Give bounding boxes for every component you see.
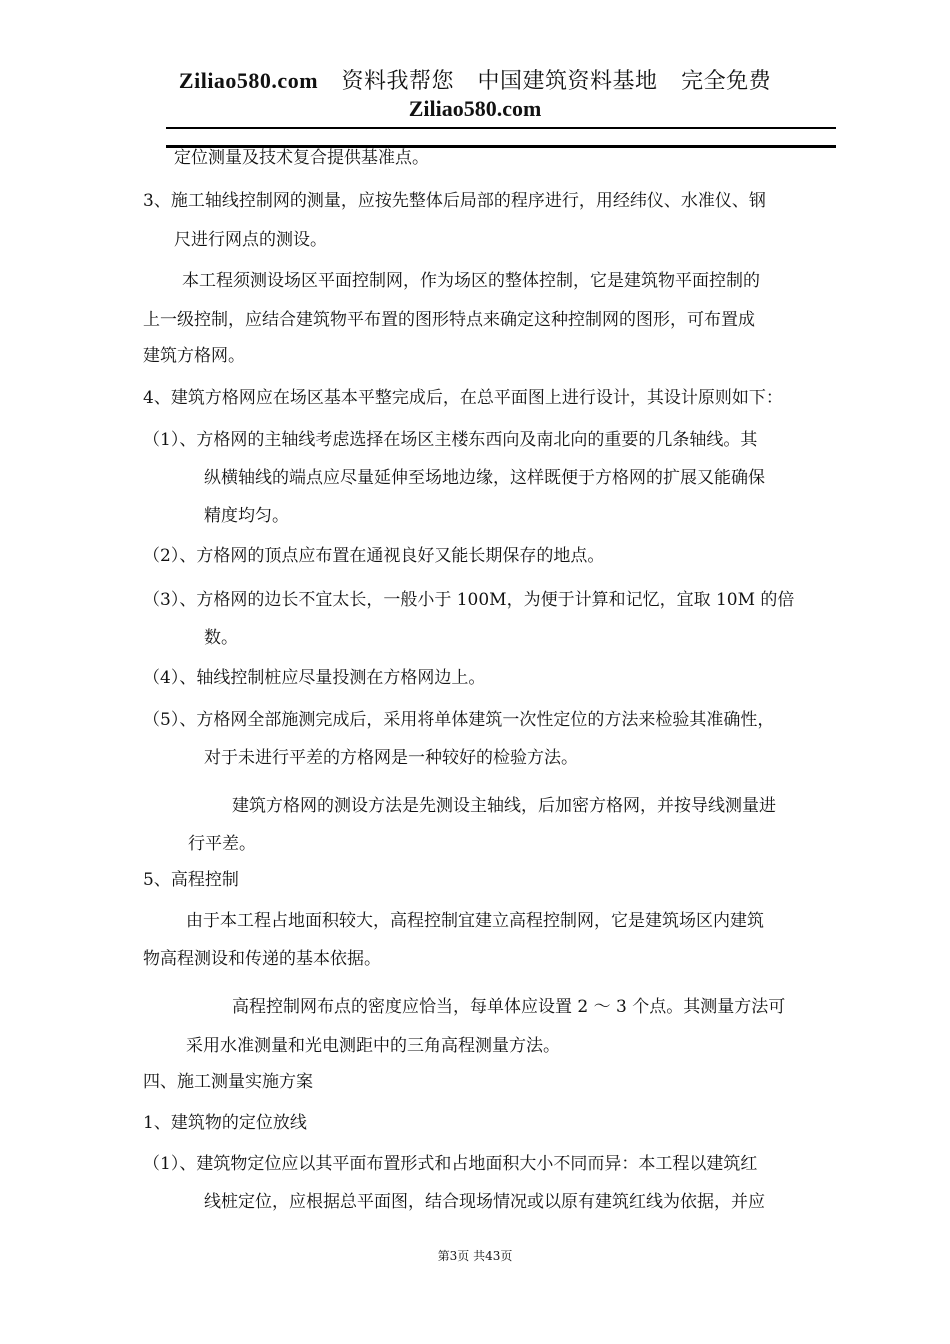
text-line: （5）、方格网全部施测完成后，采用将单体建筑一次性定位的方法来检验其准确性， — [143, 710, 775, 730]
site-name: Ziliao580.com — [178, 68, 319, 93]
text-line: 数。 — [204, 628, 238, 648]
text-line: 1、建筑物的定位放线 — [143, 1113, 307, 1133]
text-line: 3、施工轴线控制网的测量，应按先整体后局部的程序进行，用经纬仪、水准仪、钢 — [143, 191, 766, 211]
text-line: 定位测量及技术复合提供基准点。 — [174, 148, 429, 168]
text-line: 线桩定位，应根据总平面图，结合现场情况或以原有建筑红线为依据，并应 — [204, 1192, 765, 1212]
text-line: 采用水准测量和光电测距中的三角高程测量方法。 — [186, 1036, 560, 1056]
text-line: 四、施工测量实施方案 — [143, 1072, 313, 1092]
text-line: 纵横轴线的端点应尽量延伸至场地边缘，这样既便于方格网的扩展又能确保 — [204, 468, 765, 488]
text-line: 物高程测设和传递的基本依据。 — [143, 949, 381, 969]
text-line: （1）、方格网的主轴线考虑选择在场区主楼东西向及南北向的重要的几条轴线。其 — [143, 430, 758, 450]
text-line: （1）、建筑物定位应以其平面布置形式和占地面积大小不同而异：本工程以建筑红 — [143, 1154, 758, 1174]
header-slogan-1: 资料我帮您 — [341, 69, 455, 94]
text-line: （4）、轴线控制桩应尽量投测在方格网边上。 — [143, 668, 486, 688]
text-line: 精度均匀。 — [204, 506, 289, 526]
text-line: （2）、方格网的顶点应布置在通视良好又能长期保存的地点。 — [143, 546, 605, 566]
page-number: 第3页 共43页 — [437, 1249, 513, 1263]
text-line: 建筑方格网。 — [143, 346, 245, 366]
text-line: 建筑方格网的测设方法是先测设主轴线，后加密方格网，并按导线测量进 — [232, 796, 776, 816]
text-line: （3）、方格网的边长不宜太长，一般小于 100M，为便于计算和记忆，宜取 10M 的倍 — [143, 590, 795, 610]
site-name-secondary: Ziliao580.com — [408, 96, 542, 121]
text-line: 由于本工程占地面积较大，高程控制宜建立高程控制网，它是建筑场区内建筑 — [186, 911, 764, 931]
text-line: 高程控制网布点的密度应恰当，每单体应设置 2 ～ 3 个点。其测量方法可 — [232, 997, 786, 1017]
text-line: 上一级控制，应结合建筑物平布置的图形特点来确定这种控制网的图形，可布置成 — [143, 310, 755, 330]
header-slogan-2: 中国建筑资料基地 — [477, 69, 658, 94]
text-line: 行平差。 — [188, 834, 256, 854]
header-slogan-3: 完全免费 — [681, 69, 772, 94]
text-line: 对于未进行平差的方格网是一种较好的检验方法。 — [204, 748, 578, 768]
text-line: 4、建筑方格网应在场区基本平整完成后，在总平面图上进行设计，其设计原则如下： — [143, 388, 783, 408]
text-line: 本工程须测设场区平面控制网，作为场区的整体控制，它是建筑物平面控制的 — [182, 271, 760, 291]
text-line: 尺进行网点的测设。 — [174, 230, 327, 250]
text-line: 5、高程控制 — [143, 870, 239, 890]
